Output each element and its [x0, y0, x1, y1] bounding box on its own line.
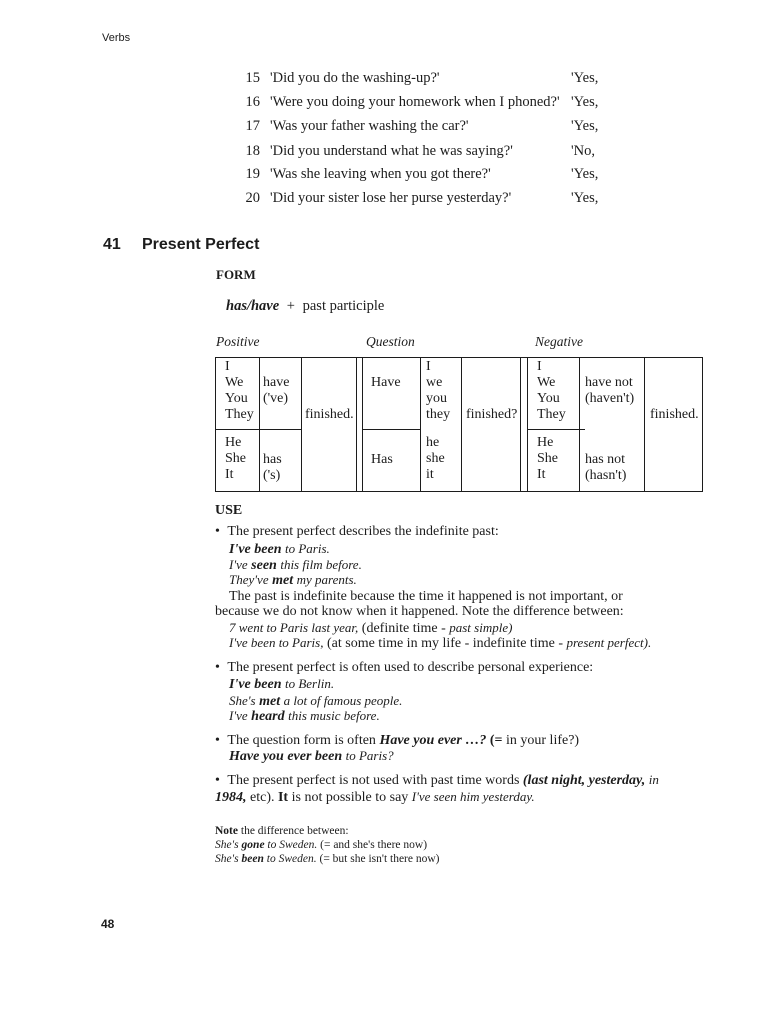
note-italic: She's [215, 839, 239, 851]
example-bold: met [272, 573, 294, 588]
bullet: • [215, 660, 220, 675]
item-answer: 'Yes, [571, 166, 599, 182]
paragraph-line [215, 789, 535, 806]
item-number: 20 [245, 190, 260, 206]
note-label: Note [215, 825, 238, 837]
contrast-italic: past simple) [449, 620, 513, 635]
example-italic: a lot of famous people. [283, 693, 403, 708]
use-point-experience [215, 660, 593, 676]
note-text: (= but she isn't there now) [319, 853, 440, 865]
note-italic: She's [215, 853, 239, 865]
contrast-italic: I've been to Paris, [229, 635, 324, 650]
item-question: 'Did you do the washing-up?' [270, 70, 440, 86]
cell-negative-pronouns-plural: I We You They [537, 359, 566, 422]
example-bold: seen [251, 558, 277, 573]
example-bold: Have you ever been [229, 749, 343, 764]
label-question: Question [366, 334, 415, 349]
text-bold: Have you ever …? [379, 733, 487, 748]
contrast-text: (at some time in my life - indefinite time - [326, 636, 563, 651]
page-number: 48 [101, 917, 115, 931]
item-question: 'Was she leaving when you got there?' [270, 166, 491, 182]
contrast-text: (definite time - [361, 621, 446, 636]
cell-question-pronouns-singular: he she it [426, 435, 445, 482]
form-formula [226, 298, 384, 315]
note-line [215, 852, 440, 866]
example-italic: She's [229, 693, 256, 708]
example-bold: met [259, 694, 281, 709]
cell-question-finished: finished? [466, 407, 518, 422]
bullet: • [215, 733, 220, 748]
text-bold: 1984, [215, 790, 247, 805]
text: is not possible to say [291, 790, 409, 805]
running-head: Verbs [102, 32, 131, 44]
label-negative: Negative [535, 334, 583, 349]
example-italic: I've [229, 708, 248, 723]
cell-positive-finished: finished. [305, 407, 354, 422]
text-italic: in [648, 772, 659, 787]
conjugation-table [215, 357, 703, 492]
cell-negative-finished: finished. [650, 407, 699, 422]
item-number: 16 [245, 94, 260, 110]
cell-positive-pronouns-plural: I We You They [225, 359, 254, 422]
use-point-past-time-words [215, 772, 659, 789]
item-answer: 'Yes, [571, 94, 599, 110]
example-italic: this music before. [288, 708, 380, 723]
note-text: the difference between: [240, 825, 349, 837]
item-answer: 'Yes, [571, 70, 599, 86]
item-answer: 'Yes, [571, 118, 599, 134]
example-italic: to Paris. [284, 541, 330, 556]
item-question: 'Did your sister lose her purse yesterday?' [270, 190, 512, 206]
text: The present perfect is often used to describe personal experience: [227, 660, 594, 675]
item-number: 17 [245, 118, 260, 134]
example-italic: to Berlin. [284, 676, 335, 691]
cell-positive-have: have ('ve) [263, 375, 290, 406]
example-italic: to Paris? [345, 748, 394, 763]
formula-plus: + [286, 298, 295, 314]
text: The question form is often [227, 733, 376, 748]
item-question: 'Were you doing your homework when I phoned?' [270, 94, 560, 110]
text-italic: I've seen him yesterday. [411, 789, 535, 804]
example [229, 676, 334, 693]
item-number: 18 [245, 143, 260, 159]
example [229, 748, 394, 765]
section-title: Present Perfect [142, 236, 260, 253]
note-bold: gone [241, 839, 265, 851]
section-number: 41 [103, 236, 121, 253]
paragraph-line: because we do not know when it happened. Note the difference between: [215, 604, 624, 619]
use-point-question-form [215, 733, 579, 749]
item-question: 'Was your father washing the car?' [270, 118, 469, 134]
item-number: 19 [245, 166, 260, 182]
note-heading-line [215, 824, 440, 838]
text: The present perfect describes the indefinite past: [227, 524, 499, 539]
bullet: • [215, 524, 220, 539]
example-italic: They've [229, 572, 269, 587]
note-text: (= and she's there now) [320, 839, 428, 851]
paragraph-line: The past is indefinite because the time it happened is not important, or [229, 589, 623, 604]
example-italic: I've [229, 557, 248, 572]
item-answer: 'No, [571, 143, 595, 159]
use-heading: USE [215, 503, 243, 518]
contrast-italic: 7 went to Paris last year, [229, 620, 359, 635]
use-point-indefinite-past [215, 524, 499, 540]
label-positive: Positive [216, 334, 260, 349]
cell-negative-has-not: has not (hasn't) [585, 452, 627, 483]
text: (= [489, 733, 503, 748]
note-italic: to Sweden. [266, 853, 317, 865]
contrast-italic: present perfect). [566, 635, 652, 650]
item-number: 15 [245, 70, 260, 86]
cell-question-pronouns-plural: I we you they [426, 359, 451, 422]
note-italic: to Sweden. [267, 839, 318, 851]
text: etc). [250, 790, 275, 805]
example-bold: I've been [229, 542, 282, 557]
cell-negative-have-not: have not (haven't) [585, 375, 635, 406]
cell-positive-has: has ('s) [263, 452, 282, 483]
example [229, 708, 380, 725]
example-bold: I've been [229, 677, 282, 692]
cell-positive-pronouns-singular: He She It [225, 435, 246, 482]
cell-question-has: Has [371, 452, 393, 467]
example-bold: heard [251, 709, 285, 724]
formula-rest: past participle [302, 298, 385, 314]
item-question: 'Did you understand what he was saying?' [270, 143, 513, 159]
example-italic: this film before. [280, 557, 362, 572]
text-bold: (last night, yesterday, [522, 773, 646, 788]
formula-has-have: has/have [226, 298, 280, 314]
text: The present perfect is not used with past time words [227, 773, 520, 788]
example [229, 541, 330, 558]
text-bold: It [277, 790, 289, 805]
cell-negative-pronouns-singular: He She It [537, 435, 558, 482]
item-answer: 'Yes, [571, 190, 599, 206]
cell-question-have: Have [371, 375, 401, 390]
note-line [215, 838, 440, 852]
note-block [215, 824, 440, 866]
example [229, 572, 357, 589]
bullet: • [215, 773, 220, 788]
example-italic: my parents. [296, 572, 357, 587]
note-bold: been [241, 853, 264, 865]
form-heading: FORM [216, 267, 256, 282]
text: in your life?) [506, 733, 580, 748]
contrast-line [229, 635, 651, 652]
